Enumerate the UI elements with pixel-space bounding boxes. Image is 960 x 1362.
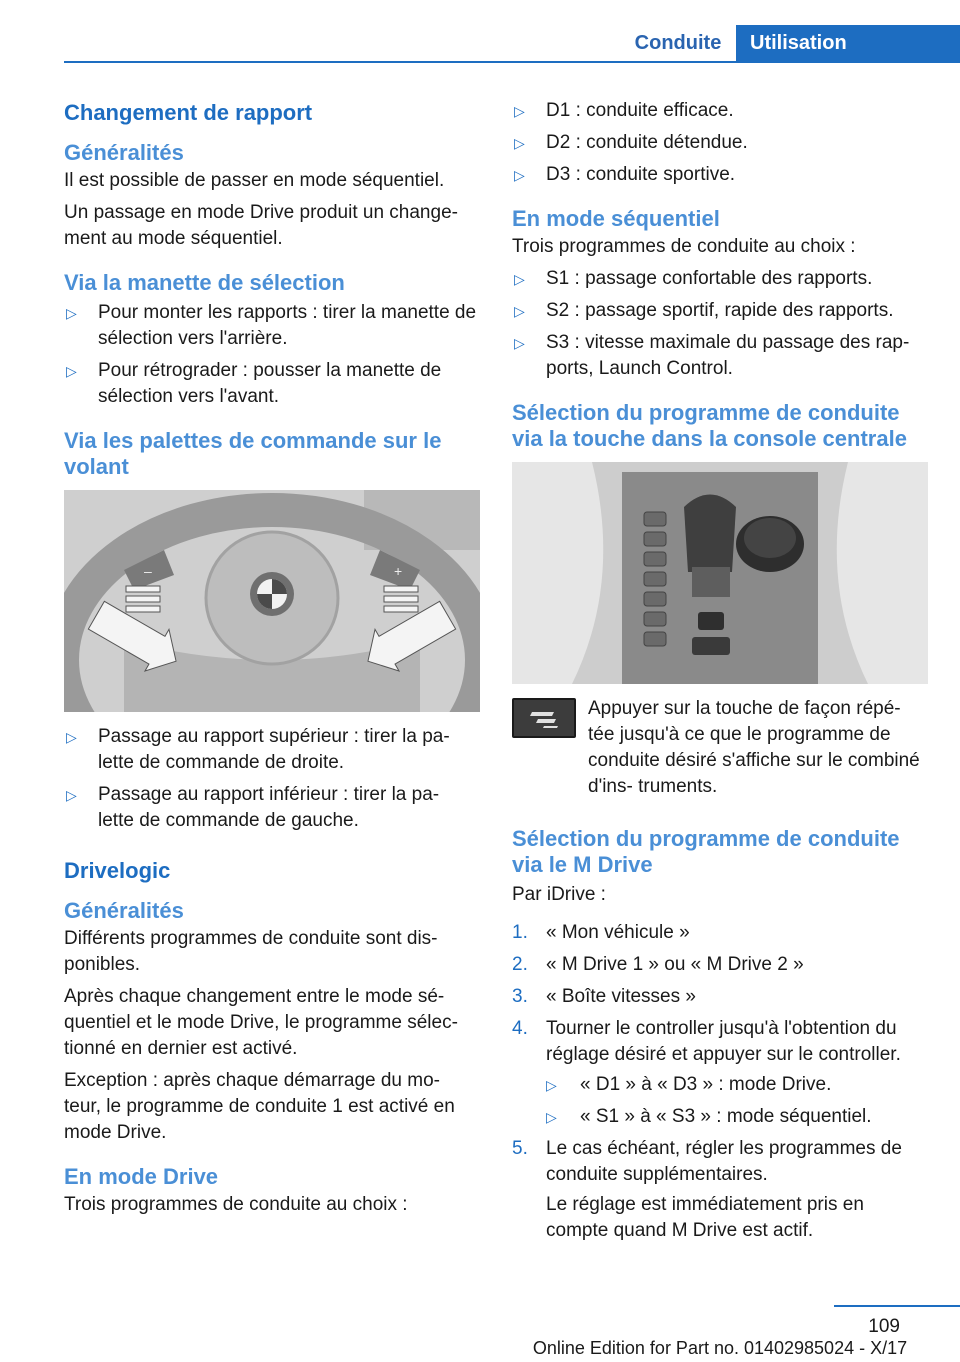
sublist	[546, 1072, 928, 1130]
steering-wheel-figure	[64, 490, 480, 712]
header-divider	[64, 61, 960, 63]
step-number: 3.	[512, 986, 528, 1007]
footer-divider	[834, 1305, 960, 1307]
list-item-text: « M Drive 1 » ou « M Drive 2 »	[546, 954, 804, 975]
step-note: Le réglage est immédiatement pris en compte quand M Drive est actif.	[546, 1194, 864, 1241]
manette-list	[64, 300, 480, 410]
step-number: 5.	[512, 1138, 528, 1159]
list-item	[64, 358, 480, 410]
triangle-bullet-icon: ▷	[66, 363, 77, 379]
svg-text:–: –	[144, 563, 152, 579]
paragraph: Appuyer sur la touche de façon répé- tée jusqu'à ce que le programme de conduite désiré s'affiche sur le combiné d'ins- truments.	[588, 698, 920, 797]
section-title-drivelogic: Drivelogic	[64, 858, 171, 883]
list-item	[512, 266, 928, 292]
heading-console: Sélection du programme de conduite via la touche dans la console centrale	[512, 400, 907, 451]
paragraph: Différents programmes de conduite sont dis- ponibles.	[64, 928, 438, 975]
drive-programs-list	[512, 98, 928, 188]
triangle-bullet-icon: ▷	[514, 303, 525, 319]
list-item-text: Passage au rapport supérieur : tirer la pa- lette de commande de droite.	[98, 726, 450, 773]
triangle-bullet-icon: ▷	[546, 1077, 557, 1093]
list-item-text: Passage au rapport inférieur : tirer la pa- lette de commande de gauche.	[98, 784, 440, 831]
list-item	[546, 1072, 928, 1098]
paragraph: Il est possible de passer en mode séquentiel.	[64, 170, 445, 191]
list-item	[512, 984, 928, 1010]
list-item-text: Le cas échéant, régler les programmes de conduite supplémentaires.	[546, 1138, 902, 1185]
list-item	[512, 162, 928, 188]
palettes-list	[64, 724, 480, 834]
section-title-changement: Changement de rapport	[64, 100, 313, 125]
paragraph: Exception : après chaque démarrage du mo- teur, le programme de conduite 1 est activé en mode Drive.	[64, 1070, 455, 1143]
list-item-text: S1 : passage confortable des rapports.	[546, 268, 873, 289]
list-item-text: « Boîte vitesses »	[546, 986, 696, 1007]
list-item	[64, 724, 480, 776]
list-item	[512, 298, 928, 324]
console-key-note	[512, 696, 928, 800]
mdrive-steps-list	[512, 920, 928, 1244]
list-item	[546, 1104, 928, 1130]
list-item-text: D1 : conduite efficace.	[546, 100, 734, 121]
heading-manette: Via la manette de sélection	[64, 270, 345, 295]
list-item-text: Pour monter les rapports : tirer la manette de sélection vers l'arrière.	[98, 302, 477, 349]
list-item	[64, 300, 480, 352]
list-item-text: « S1 » à « S3 » : mode séquentiel.	[580, 1106, 872, 1127]
heading-sequentiel: En mode séquentiel	[512, 206, 720, 231]
svg-text:+: +	[394, 563, 403, 579]
triangle-bullet-icon: ▷	[514, 335, 525, 351]
list-item	[512, 952, 928, 978]
heading-mdrive: Sélection du programme de conduite via le M Drive	[512, 826, 900, 877]
list-item-text: D3 : conduite sportive.	[546, 164, 736, 185]
triangle-bullet-icon: ▷	[66, 729, 77, 745]
edition-footer: Online Edition for Part no. 01402985024 - X/17	[532, 1338, 908, 1358]
list-item-text: Pour rétrograder : pousser la manette de sélection vers l'avant.	[98, 360, 442, 407]
steering-wheel-illustration	[64, 490, 480, 712]
heading-generalites: Généralités	[64, 140, 184, 165]
step-number: 1.	[512, 922, 528, 943]
triangle-bullet-icon: ▷	[66, 787, 77, 803]
page-number: 109	[868, 1316, 900, 1337]
left-column	[64, 98, 480, 1224]
list-item-text: S2 : passage sportif, rapide des rapports.	[546, 300, 894, 321]
triangle-bullet-icon: ▷	[66, 305, 77, 321]
heading-drive-mode: En mode Drive	[64, 1164, 219, 1189]
triangle-bullet-icon: ▷	[514, 135, 525, 151]
paragraph: Un passage en mode Drive produit un change- ment au mode séquentiel.	[64, 202, 458, 249]
list-item-text: « Mon véhicule »	[546, 922, 690, 943]
paragraph: Trois programmes de conduite au choix :	[512, 236, 856, 257]
list-item	[64, 782, 480, 834]
stripes-icon	[524, 706, 564, 730]
list-item	[512, 920, 928, 946]
heading-dl-generalites: Généralités	[64, 898, 184, 923]
list-item	[512, 330, 928, 382]
list-item-text: S3 : vitesse maximale du passage des rap- ports, Launch Control.	[546, 332, 910, 379]
triangle-bullet-icon: ▷	[514, 167, 525, 183]
heading-palettes: Via les palettes de commande sur le volant	[64, 428, 442, 479]
paragraph: Par iDrive :	[512, 884, 606, 905]
tab-utilisation[interactable]: Utilisation	[736, 25, 960, 61]
step-number: 2.	[512, 954, 528, 975]
list-item	[512, 98, 928, 124]
paragraph: Trois programmes de conduite au choix :	[64, 1194, 408, 1215]
triangle-bullet-icon: ▷	[514, 271, 525, 287]
triangle-bullet-icon: ▷	[514, 103, 525, 119]
tab-conduite[interactable]: Conduite	[634, 31, 722, 54]
paragraph: Après chaque changement entre le mode sé- quentiel et le mode Drive, le programme sélec- tionné en dernier est activé.	[64, 986, 458, 1059]
list-item-text: « D1 » à « D3 » : mode Drive.	[580, 1074, 832, 1095]
list-item	[512, 1136, 928, 1244]
right-column	[512, 98, 928, 1250]
list-item-text: D2 : conduite détendue.	[546, 132, 748, 153]
list-item	[512, 1016, 928, 1130]
seq-programs-list	[512, 266, 928, 382]
center-console-illustration	[512, 462, 928, 684]
list-item	[512, 130, 928, 156]
list-item-text: Tourner le controller jusqu'à l'obtention du réglage désiré et appuyer sur le controller.	[546, 1018, 901, 1065]
step-number: 4.	[512, 1018, 528, 1039]
triangle-bullet-icon: ▷	[546, 1109, 557, 1125]
driving-mode-key-icon	[512, 698, 576, 738]
center-console-figure	[512, 462, 928, 684]
